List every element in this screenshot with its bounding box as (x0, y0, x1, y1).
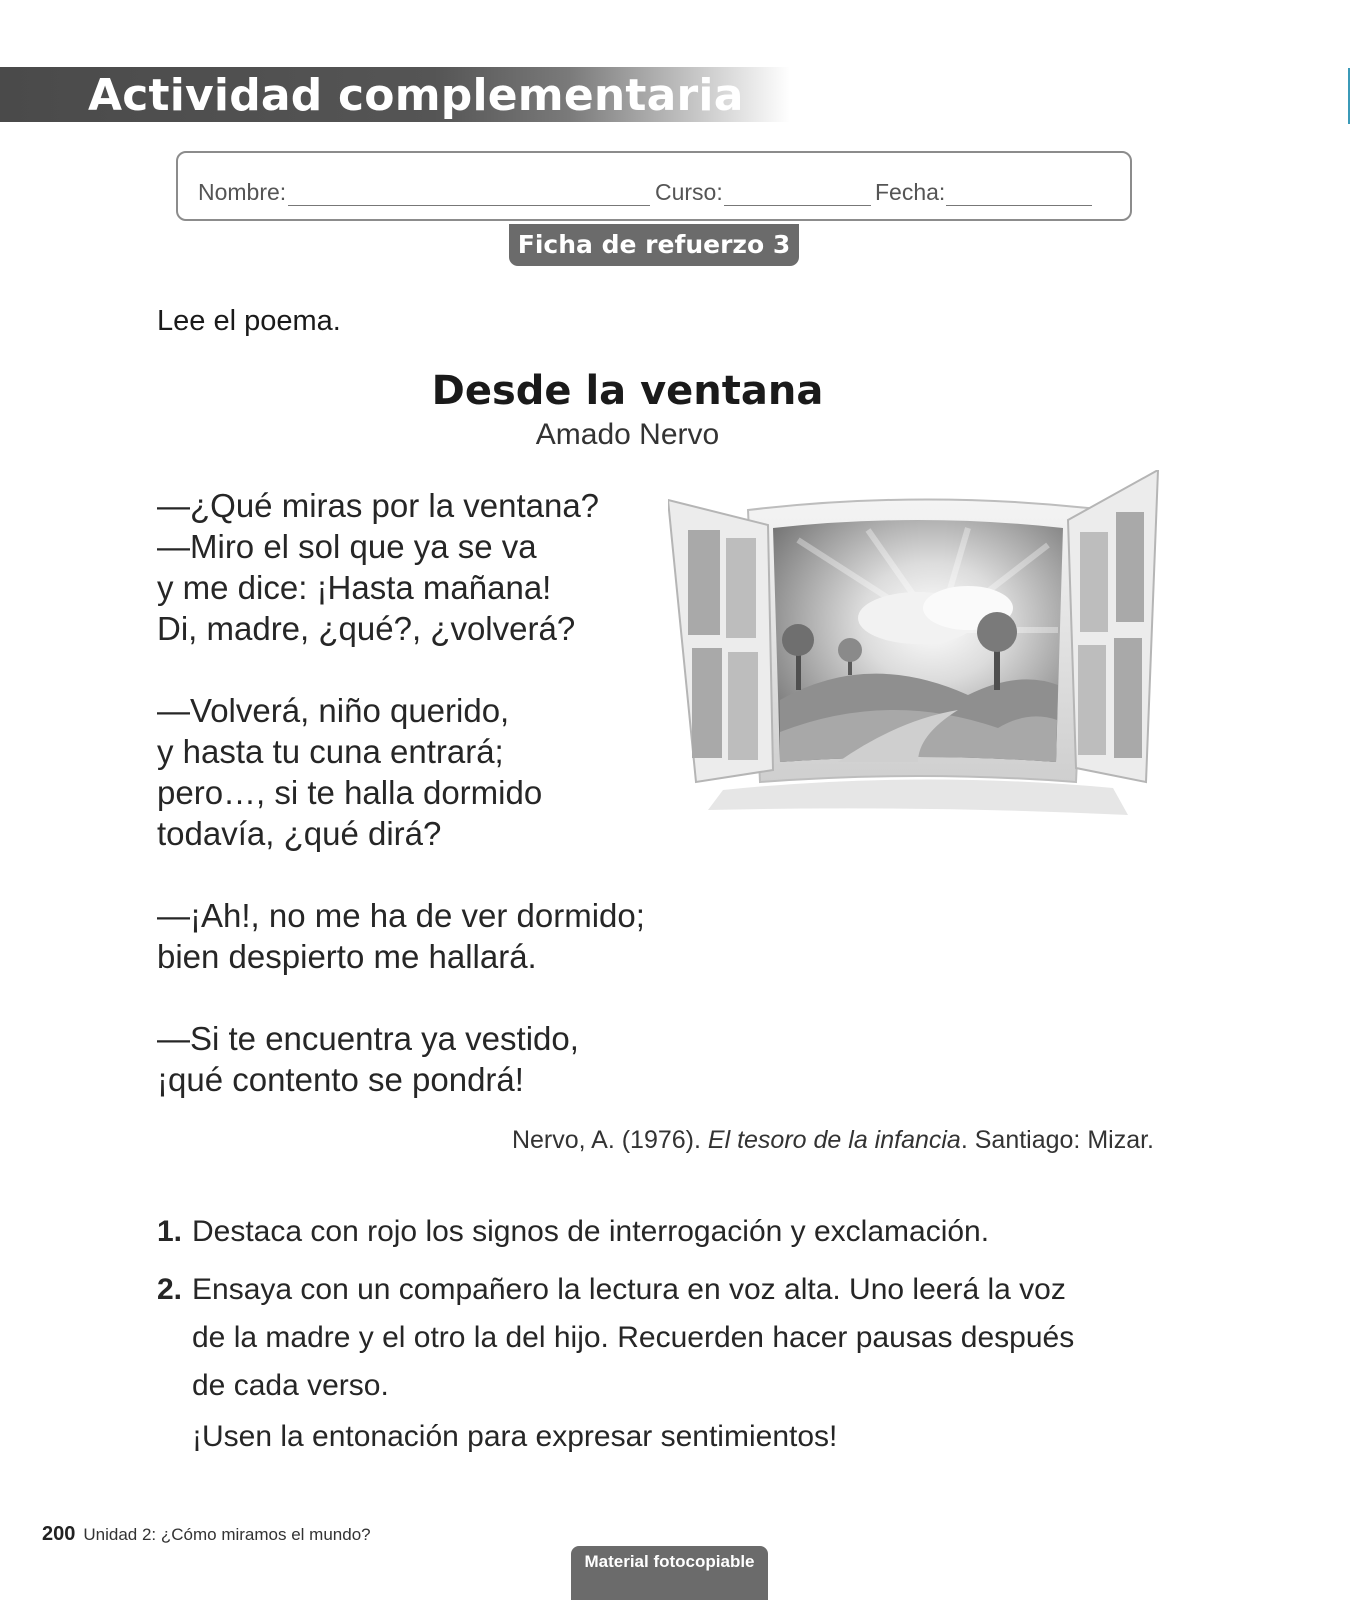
citation-publisher: . Santiago: Mizar. (960, 1126, 1154, 1154)
date-label: Fecha: (875, 179, 946, 205)
name-field[interactable] (288, 205, 650, 206)
poem-verse: —Si te encuentra ya vestido, (157, 1020, 579, 1057)
unit-label: Unidad 2: ¿Cómo miramos el mundo? (83, 1525, 371, 1544)
poem-verse: ¡qué contento se pondrá! (157, 1061, 524, 1098)
task-text: Ensaya con un compañero la lectura en voz alta. Uno leerá la voz de la madre y el otro la del hijo. Recuerden hacer pausas después de cada verso. (192, 1273, 1075, 1402)
student-info-box (176, 151, 1132, 221)
page-number: 200 (42, 1523, 76, 1545)
photocopiable-badge: Material fotocopiable (571, 1546, 768, 1600)
poem-verse: pero…, si te halla dormido (157, 774, 543, 811)
page-title: Actividad complementaria (88, 70, 744, 121)
closing-note: ¡Usen la entonación para expresar sentimientos! (192, 1420, 838, 1453)
task-text: Destaca con rojo los signos de interrogación y exclamación. (192, 1215, 990, 1248)
poem-stanza-2 (157, 690, 542, 854)
poem-stanza-3 (157, 895, 645, 977)
date-field[interactable] (946, 205, 1092, 206)
poem-verse: Di, madre, ¿qué?, ¿volverá? (157, 610, 576, 647)
poem-verse: y hasta tu cuna entrará; (157, 733, 504, 770)
poem-verse: —¡Ah!, no me ha de ver dormido; (157, 897, 645, 934)
task-number: 2. (157, 1273, 183, 1306)
page-footer (42, 1523, 371, 1546)
worksheet-tab: Ficha de refuerzo 3 (509, 224, 799, 266)
poem-title: Desde la ventana (431, 368, 824, 414)
poem-stanza-1 (157, 485, 599, 649)
name-label: Nombre: (198, 179, 287, 205)
poem-verse: y me dice: ¡Hasta mañana! (157, 569, 552, 606)
window-illustration (668, 470, 1174, 830)
task-2 (157, 1266, 1087, 1410)
poem-citation (512, 1126, 1154, 1155)
poem-stanza-4 (157, 1018, 579, 1100)
poem-verse: —Volverá, niño querido, (157, 692, 510, 729)
task-number: 1. (157, 1215, 183, 1248)
course-label: Curso: (655, 179, 723, 205)
poem-verse: todavía, ¿qué dirá? (157, 815, 442, 852)
course-field[interactable] (724, 205, 871, 206)
citation-book-title: El tesoro de la infancia (707, 1126, 961, 1154)
poem-verse: —¿Qué miras por la ventana? (157, 487, 600, 524)
citation-author-year: Nervo, A. (1976). (511, 1126, 708, 1154)
poem-author: Amado Nervo (535, 418, 720, 451)
poem-verse: bien despierto me hallará. (157, 938, 537, 975)
instruction-text: Lee el poema. (157, 305, 341, 337)
task-1 (157, 1208, 1087, 1256)
poem-verse: —Miro el sol que ya se va (157, 528, 537, 565)
